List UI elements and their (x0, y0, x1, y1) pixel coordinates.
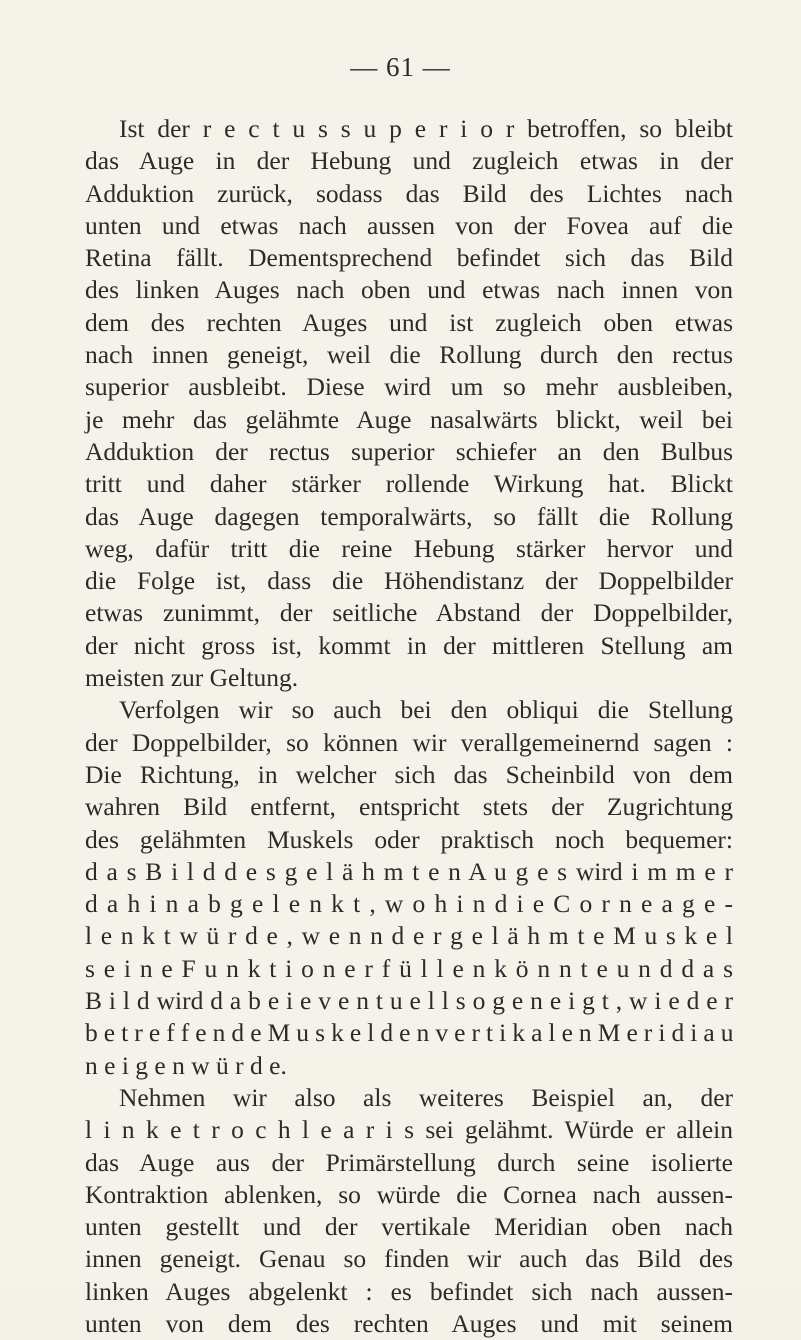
text-line: unten gestellt und der vertikale Meridian oben nach (85, 1212, 733, 1242)
text-line: das Auge aus der Primärstellung durch seine isolierte (85, 1147, 733, 1177)
text-line: je mehr das gelähmte Auge nasalwärts blickt, weil bei (85, 404, 733, 434)
text-line: meisten zur Geltung. (85, 663, 299, 693)
text-line: innen geneigt. Genau so finden wir auch das Bild des (85, 1244, 733, 1274)
text-line: weg, dafür tritt die reine Hebung stärker hervor und (85, 533, 733, 563)
text-line: dem des rechten Auges und ist zugleich oben etwas (85, 307, 733, 337)
text-line: Ist der r e c t u s s u p e r i o r betroffen, so bleibt (119, 114, 733, 143)
text-line: Verfolgen wir so auch bei den obliqui die Stellung (119, 695, 733, 725)
text-line: n e i g e n w ü r d e. (85, 1050, 287, 1080)
text-line: wahren Bild entfernt, entspricht stets der Zugrichtung (85, 792, 733, 822)
text-line: das Auge dagegen temporalwärts, so fällt die Rollung (85, 501, 733, 531)
page-number: — 61 — (350, 52, 451, 82)
text-line: Kontraktion ablenken, so würde die Cornea nach aussen- (85, 1179, 733, 1209)
text-line: s e i n e F u n k t i o n e r f ü l l e n k ö n n t e u n d d a s (85, 953, 733, 983)
text-line: der Doppelbilder, so können wir verallgemeinernd sagen : (85, 727, 733, 757)
text-line: unten und etwas nach aussen von der Fovea auf die (85, 210, 733, 240)
text-line: d a h i n a b g e l e n k t , w o h i n d i e C o r n e a g e - (85, 889, 733, 919)
text-line: des linken Auges nach oben und etwas nach innen von (85, 275, 733, 305)
text-line: superior ausbleibt. Diese wird um so mehr ausbleiben, (85, 372, 733, 402)
text-line: Nehmen wir also als weiteres Beispiel an, der (119, 1082, 733, 1112)
text-line: l e n k t w ü r d e , w e n n d e r g e l ä h m t e M u s k e l (85, 921, 733, 951)
text-line: b e t r e f f e n d e M u s k e l d e n v e r t i k a l e n M e r i d i a u (85, 1018, 734, 1048)
text-line: nach innen geneigt, weil die Rollung durch den rectus (85, 340, 733, 370)
text-line: l i n k e t r o c h l e a r i s sei gelähmt. Würde er allein (85, 1115, 733, 1145)
text-line: etwas zunimmt, der seitliche Abstand der Doppelbilder, (85, 598, 733, 628)
text-line: d a s B i l d d e s g e l ä h m t e n A u g e s wird i m m e r (85, 856, 733, 886)
text-line: Die Richtung, in welcher sich das Scheinbild von dem (85, 759, 733, 789)
text-line: unten von dem des rechten Auges und mit seinem (85, 1308, 733, 1338)
text-line: Adduktion zurück, sodass das Bild des Lichtes nach (85, 178, 733, 208)
text-line: tritt und daher stärker rollende Wirkung hat. Blickt (85, 469, 733, 499)
text-line: Retina fällt. Dementsprechend befindet sich das Bild (85, 243, 733, 273)
text-line: das Auge in der Hebung und zugleich etwas in der (85, 146, 733, 176)
body-text (85, 113, 733, 1340)
text-line: Adduktion der rectus superior schiefer an den Bulbus (85, 436, 733, 466)
text-line: B i l d wird d a b e i e v e n t u e l l s o g e n e i g t , w i e d e r (85, 986, 733, 1016)
text-line: linken Auges abgelenkt : es befindet sich nach aussen- (85, 1276, 733, 1306)
text-line: der nicht gross ist, kommt in der mittleren Stellung am (85, 630, 733, 660)
text-line: die Folge ist, dass die Höhendistanz der Doppelbilder (85, 566, 733, 596)
text-line: des gelähmten Muskels oder praktisch noch bequemer: (85, 824, 733, 854)
